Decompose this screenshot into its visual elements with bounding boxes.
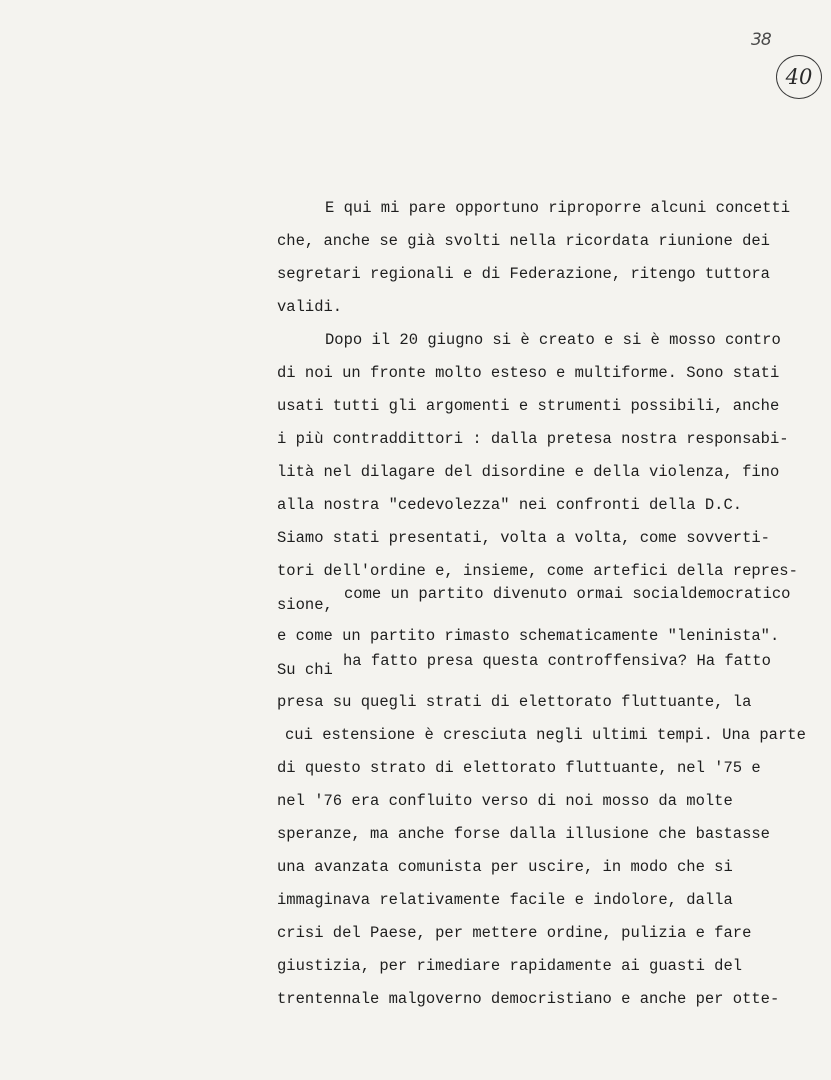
text-line: ha fatto presa questa controffensiva? Ha fatto	[343, 652, 771, 670]
circled-page-number	[776, 55, 822, 99]
text-line: come un partito divenuto ormai socialdemocratico	[344, 585, 791, 603]
text-line: Siamo stati presentati, volta a volta, come sovverti-	[277, 529, 770, 547]
text-line: che, anche se già svolti nella ricordata riunione dei	[277, 232, 770, 250]
text-line: immaginava relativamente facile e indolore, dalla	[277, 891, 733, 909]
text-line: speranze, ma anche forse dalla illusione che bastasse	[277, 825, 770, 843]
text-line: validi.	[277, 298, 343, 316]
text-line: presa su quegli strati di elettorato fluttuante, la	[277, 693, 752, 711]
text-line: di noi un fronte molto esteso e multiforme. Sono stati	[277, 364, 780, 382]
text-line: Dopo il 20 giugno si è creato e si è mosso contro	[325, 331, 781, 349]
text-line: giustizia, per rimediare rapidamente ai guasti del	[277, 957, 743, 975]
text-line: una avanzata comunista per uscire, in modo che si	[277, 858, 733, 876]
text-line: sione,	[277, 596, 333, 614]
text-line: lità nel dilagare del disordine e della violenza, fino	[277, 463, 780, 481]
text-line: tori dell'ordine e, insieme, come artefici della repres-	[277, 562, 798, 580]
text-line: crisi del Paese, per mettere ordine, pulizia e fare	[277, 924, 752, 942]
text-line: E qui mi pare opportuno riproporre alcuni concetti	[325, 199, 791, 217]
text-line: segretari regionali e di Federazione, ritengo tuttora	[277, 265, 770, 283]
handwritten-page-number: 38	[751, 30, 771, 50]
text-line: di questo strato di elettorato fluttuante, nel '75 e	[277, 759, 761, 777]
circled-page-number-text: 40	[785, 65, 813, 89]
text-line: alla nostra "cedevolezza" nei confronti della D.C.	[277, 496, 743, 514]
text-line: e come un partito rimasto schematicamente "leninista".	[277, 627, 780, 645]
text-line: usati tutti gli argomenti e strumenti possibili, anche	[277, 397, 780, 415]
text-line: cui estensione è cresciuta negli ultimi tempi. Una parte	[285, 726, 806, 744]
text-line: trentennale malgoverno democristiano e anche per otte-	[277, 990, 780, 1008]
text-line: Su chi	[277, 661, 333, 679]
text-line: nel '76 era confluito verso di noi mosso da molte	[277, 792, 733, 810]
text-line: i più contraddittori : dalla pretesa nostra responsabi-	[277, 430, 789, 448]
